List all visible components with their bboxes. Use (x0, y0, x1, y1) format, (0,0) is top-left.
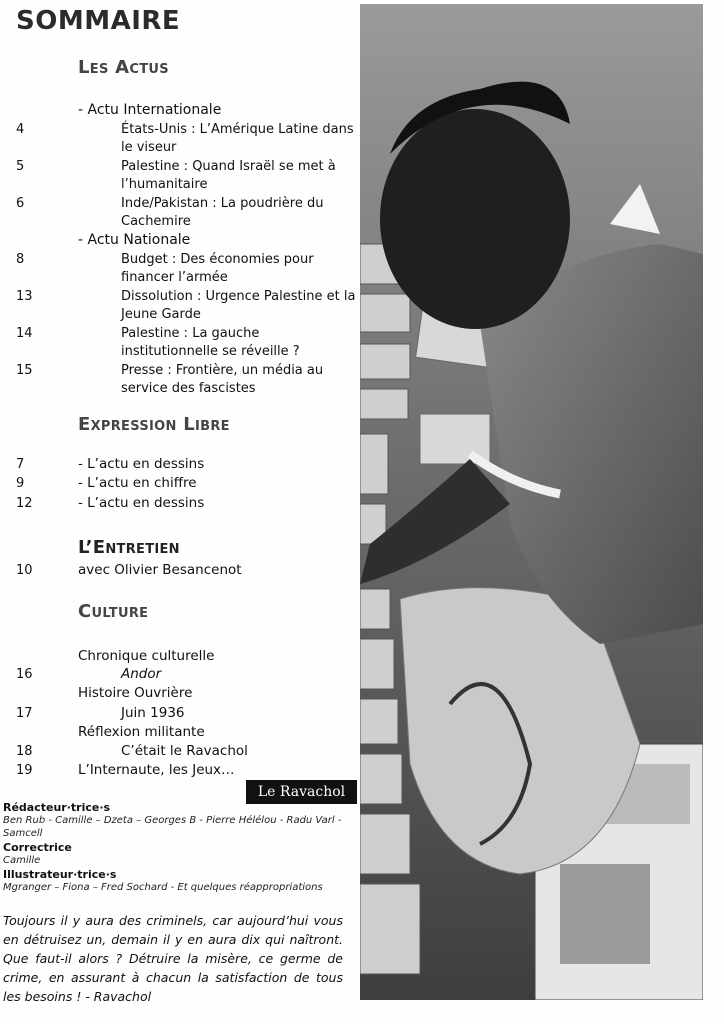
page-number: 6 (16, 196, 25, 211)
toc-entry: États-Unis : L’Amérique Latine dans le viseur (121, 122, 354, 155)
toc-entry: Budget : Des économies pour financer l’armée (121, 252, 314, 285)
table-of-contents (0, 0, 360, 1004)
toc-entry: C’était le Ravachol (121, 743, 248, 759)
section-heading-culture: Culture (78, 601, 149, 622)
publication-badge: Le Ravachol (246, 780, 357, 804)
toc-entry: Palestine : La gauche institutionnelle se réveille ? (121, 326, 300, 359)
page-number: 13 (16, 289, 33, 304)
section-heading-actus: Les Actus (78, 57, 169, 78)
toc-entry: L’Internaute, les Jeux… (78, 762, 235, 778)
page-number: 10 (16, 563, 33, 578)
page-number: 19 (16, 763, 33, 778)
page-number: 17 (16, 706, 33, 721)
credits-illustrateurs: Mgranger – Fiona – Fred Sochard - Et quelques réappropriations (3, 882, 323, 893)
page-number: 7 (16, 457, 25, 472)
toc-entry: Inde/Pakistan : La poudrière du Cachemire (121, 196, 324, 229)
toc-entry: Histoire Ouvrière (78, 685, 193, 701)
credits-correctrice: Camille (3, 855, 41, 866)
toc-entry: Chronique culturelle (78, 648, 215, 664)
toc-entry: Andor (121, 666, 162, 682)
page-number: 12 (16, 496, 33, 511)
credits-block (3, 801, 353, 894)
toc-entry: - L’actu en dessins (78, 495, 205, 511)
toc-entry: avec Olivier Besancenot (78, 562, 242, 578)
page-number: 8 (16, 252, 25, 267)
subsection-nationale: - Actu Nationale (78, 232, 191, 248)
subsection-internationale: - Actu Internationale (78, 102, 222, 118)
cover-photo (360, 4, 703, 1000)
credits-correctrice-label: Correctrice (3, 841, 72, 854)
credits-redacteurs: Ben Rub - Camille – Dzeta – Georges B - Pierre Hélélou - Radu Varl - Samcell (3, 815, 342, 839)
page-number: 15 (16, 363, 33, 378)
toc-entry: Dissolution : Urgence Palestine et la Jeune Garde (121, 289, 356, 322)
toc-entry: - L’actu en dessins (78, 456, 205, 472)
section-heading-expression: Expression Libre (78, 414, 230, 435)
page-number: 14 (16, 326, 33, 341)
page-number: 4 (16, 122, 25, 137)
page-number: 16 (16, 667, 33, 682)
toc-entry: Juin 1936 (121, 705, 185, 721)
page-title: SOMMAIRE (16, 6, 181, 36)
toc-entry: Presse : Frontière, un média au service des fascistes (121, 363, 324, 396)
credits-redacteurs-label: Rédacteur·trice·s (3, 801, 111, 814)
page-number: 18 (16, 744, 33, 759)
section-heading-entretien: L’Entretien (78, 537, 180, 558)
page-number: 9 (16, 476, 25, 491)
toc-entry: - L’actu en chiffre (78, 475, 197, 491)
toc-entry: Palestine : Quand Israël se met à l’humanitaire (121, 159, 336, 192)
credits-illustrateurs-label: Illustrateur·trice·s (3, 868, 117, 881)
ravachol-quote: Toujours il y aura des criminels, car aujourd’hui vous en détruisez un, demain il y en aura dix qui naîtront. Que faut-il alors ? Détruire la misère, ce germe de crime, en assurant à chacun la satisfaction de tous les besoins ! - Ravachol (3, 913, 343, 1004)
page-number: 5 (16, 159, 25, 174)
newspaper-vendor-photo (360, 4, 703, 1000)
toc-entry: Réflexion militante (78, 724, 205, 740)
